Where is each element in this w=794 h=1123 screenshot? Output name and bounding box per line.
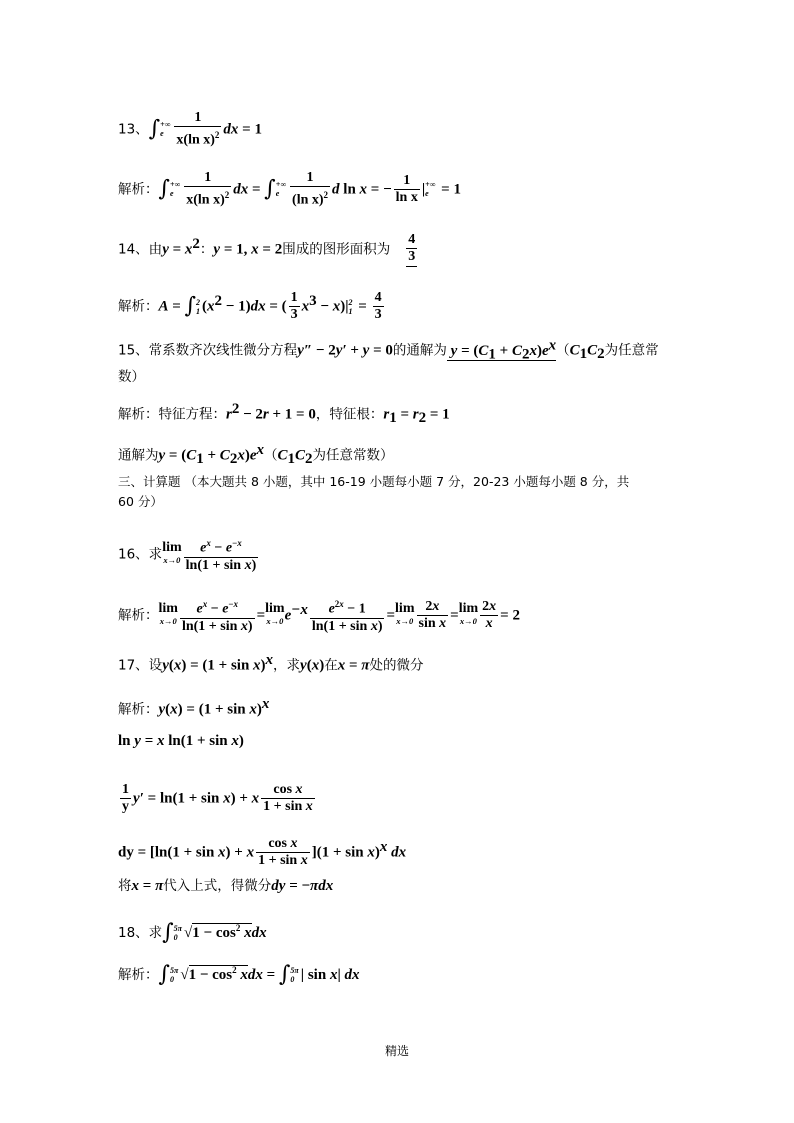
q18-solution: 解析：∫5π 0 $√1 - \cos^2$ xdx = ∫5π 0 | sin x| dx [118, 962, 360, 987]
q18: 18、求∫5π 0 $√1 - \cos^2$ xdx [118, 920, 267, 945]
section3-title [118, 474, 629, 490]
section3-title-cont [118, 494, 163, 510]
sec3-title2: 60 分） [118, 494, 163, 509]
q17-sub: 将x = π代入上式，得微分dy = −πdx [118, 878, 334, 894]
q14-label: 14、由 [118, 241, 163, 258]
q15-text2: （ [556, 342, 570, 359]
q15-sol-mid: ，特征根： [315, 406, 384, 423]
q16-sol-label: 解析： [118, 607, 159, 624]
q13-label: 13、 [118, 121, 149, 138]
page-footer: 精选 [384, 1044, 409, 1058]
q18-sol-label: 解析： [118, 967, 159, 983]
q16-solution: 解析： lim x→0 $\frac{e^x - e^{-x}}{\text{ln(1 + sin x)}}$ = lim x→0 $e^{-x}$ $\frac{e^{2x} - 1}{\text{ln(1 + sin x)}}$ = lim x→0 $\frac{2x}{\text{sin x}}$ = lim x→0 $\frac{2x}{x}$ = 2 [118, 596, 520, 635]
q15-cont [118, 369, 145, 385]
q15-general: 通解为$y = (C_1 + C_2x)e^x(C_1C_2$为任意常数） [118, 442, 394, 468]
q14-text: 围成的图形面积为 [282, 241, 391, 258]
q17-dy: dy = [ln(1 + sin x) + x $\frac{\text{cos x}}{\text{1 + sin x}}$ ]$(1 + \sin x)^x$ dx [118, 836, 407, 868]
q14-solution: 解析：A = ∫2 1 $(x^2 - 1)dx$ = ( $\frac{1}{3}$ $x^3 - x)|2$ 1 = $\frac{4}{3}$ [118, 290, 382, 322]
q15: 15、常系数齐次线性微分方程y″ − 2y′ + y = 0的通解为 $y = (C_1 + C_2x)e^x(C_1C_2$为任意常 [118, 337, 659, 363]
q15-text1: 的通解为 [392, 342, 447, 359]
q16-label: 16、求 [118, 546, 163, 563]
q15-label: 15、常系数齐次线性微分方程 [118, 342, 298, 359]
q18-label: 18、求 [118, 925, 163, 941]
q17-solution: 解析：$y(x) = (1 + \sin x)^x$ [118, 696, 270, 718]
q17-sol-label: 解析： [118, 701, 159, 718]
q17: 17、设$y(x) = (1 + \sin x)^x$，求y(x)在x = π处的微分 [118, 652, 424, 674]
q16: 16、求 lim x→0 $\frac{e^x - e^{-x}}{\text{ln(1 + sin x)}}$ [118, 535, 260, 574]
q15-sol-label: 解析：特征方程： [118, 406, 226, 423]
q13-solution: 解析：∫+∞ e $\frac{1}{x(\ln x)^2}$ dx = ∫+∞ e $\frac{1}{(\ln x)^2}$ d ln x = − $\frac{1}{\text{ln x}}$ |+∞ e = 1 [118, 170, 461, 208]
q13-sol-label: 解析： [118, 181, 159, 198]
q13: 13、∫+∞ e $\frac{1}{x(\ln x)^2}$ dx = 1 [118, 110, 262, 148]
q17-text2: 在 [324, 657, 338, 674]
q15-text3: 为任意常 [604, 342, 659, 359]
q17-text1: ，求 [273, 657, 301, 674]
q15-solution: 解析：特征方程：$r^2 - 2r + 1 = 0$，特征根：$r_1 = r_2 = 1$ [118, 401, 450, 427]
q15-text4: 数） [118, 369, 145, 385]
q17-log: ln y = x ln(1 + sin x) [118, 733, 244, 749]
q15-gen-text: 为任意常数） [312, 447, 394, 464]
q15-gen-label: 通解为 [118, 447, 159, 464]
q14-sol-label: 解析： [118, 298, 159, 315]
q17-sub-text2: 代入上式，得微分 [163, 878, 272, 894]
q17-sub-text1: 将 [118, 878, 132, 894]
sec3-title: 三、计算题 （本大题共 8 小题，其中 16-19 小题每小题 7 分，20-23 小题每小题 8 分，共 [118, 474, 630, 489]
q17-deriv: $\frac{1}{y}$ y′ = ln(1 + sin x) + x $\frac{\text{cos x}}{\text{1 + sin x}}$ [122, 782, 313, 814]
q14: 14、由$y = x^2$：y = 1, x = 2围成的图形面积为 $\frac{4}{3}$ [118, 232, 419, 267]
q17-text3: 处的微分 [369, 657, 424, 674]
q17-label: 17、设 [118, 657, 163, 674]
